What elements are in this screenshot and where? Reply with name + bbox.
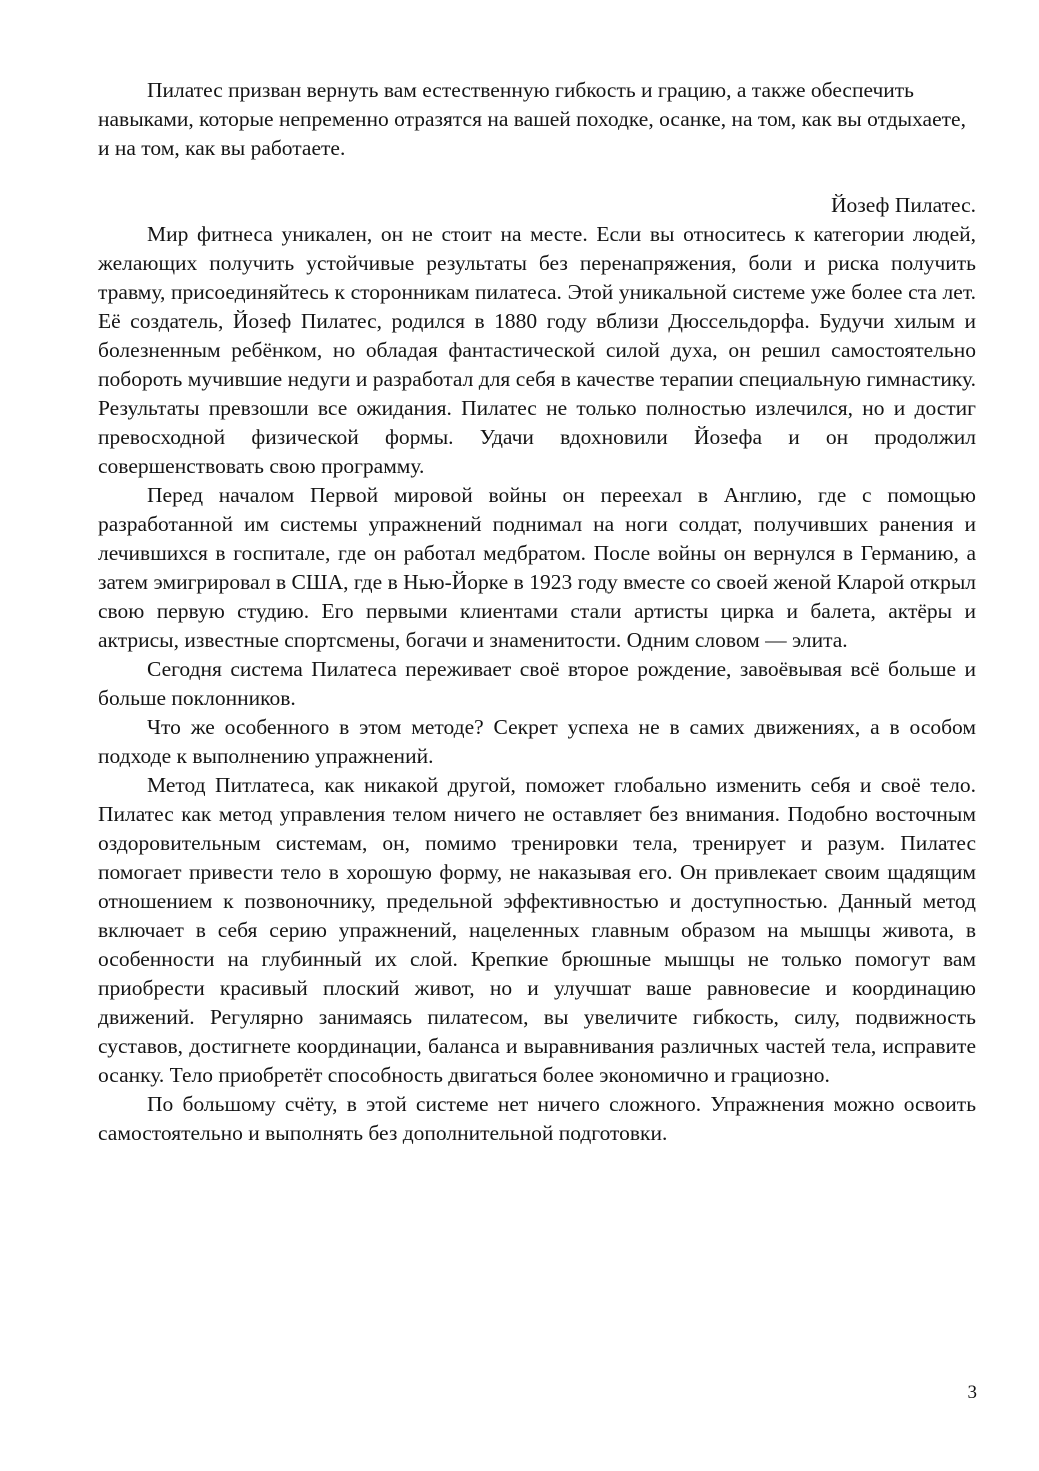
body-paragraph: По большому счёту, в этой системе нет ничего сложного. Упражнения можно освоить самостоятельно и выполнять без дополнительной подготовки. <box>98 1092 976 1145</box>
epigraph-quote: Пилатес призван вернуть вам естественную гибкость и грацию, а также обеспечить навыками, которые непременно отразятся на вашей походке, осанке, на том, как вы отдыхаете, и на том, как вы работаете. <box>98 78 966 160</box>
body-paragraph: Сегодня система Пилатеса переживает своё второе рождение, завоёвывая всё больше и больше поклонников. <box>98 657 976 710</box>
page-number: 3 <box>967 1382 977 1403</box>
body-paragraph: Перед началом Первой мировой войны он переехал в Англию, где с помощью разработанной им системы упражнений поднимал на ноги солдат, получивших ранения и лечившихся в госпитале, где он работал медбратом. После войны он вернулся в Германию, а затем эмигрировал в США, где в Нью-Йорке в 1923 году вместе со своей женой Кларой открыл свою первую студию. Его первыми клиентами стали артисты цирка и балета, актёры и актрисы, известные спортсмены, богачи и знаменитости. Одним словом — элита. <box>98 483 976 652</box>
body-paragraph: Что же особенного в этом методе? Секрет успеха не в самих движениях, а в особом подходе к выполнению упражнений. <box>98 715 976 768</box>
page-content <box>98 76 976 1148</box>
body-paragraph: Мир фитнеса уникален, он не стоит на месте. Если вы относитесь к категории людей, желающих получить устойчивые результаты без перенапряжения, боли и риска получить травму, присоединяйтесь к сторонникам пилатеса. Этой уникальной системе уже более ста лет. Её создатель, Йозеф Пилатес, родился в 1880 году вблизи Дюссельдорфа. Будучи хилым и болезненным ребёнком, но обладая фантастической силой духа, он решил самостоятельно побороть мучившие недуги и разработал для себя в качестве терапии специальную гимнастику. Результаты превзошли все ожидания. Пилатес не только полностью излечился, но и достиг превосходной физической формы. Удачи вдохновили Йозефа и он продолжил совершенствовать свою программу. <box>98 222 976 478</box>
body-paragraph: Метод Питлатеса, как никакой другой, поможет глобально изменить себя и своё тело. Пилатес как метод управления телом ничего не оставляет без внимания. Подобно восточным оздоровительным системам, он, помимо тренировки тела, тренирует и разум. Пилатес помогает привести тело в хорошую форму, не наказывая его. Он привлекает своим щадящим отношением к позвоночнику, предельной эффективностью и доступностью. Данный метод включает в себя серию упражнений, нацеленных главным образом на мышцы живота, в особенности на глубинный их слой. Крепкие брюшные мышцы не только помогут вам приобрести красивый плоский живот, но и улучшат ваше равновесие и координацию движений. Регулярно занимаясь пилатесом, вы увеличите гибкость, силу, подвижность суставов, достигнете координации, баланса и выравнивания различных частей тела, исправите осанку. Тело приобретёт способность двигаться более экономично и грациозно. <box>98 773 976 1087</box>
epigraph-author: Йозеф Пилатес. <box>830 193 976 217</box>
